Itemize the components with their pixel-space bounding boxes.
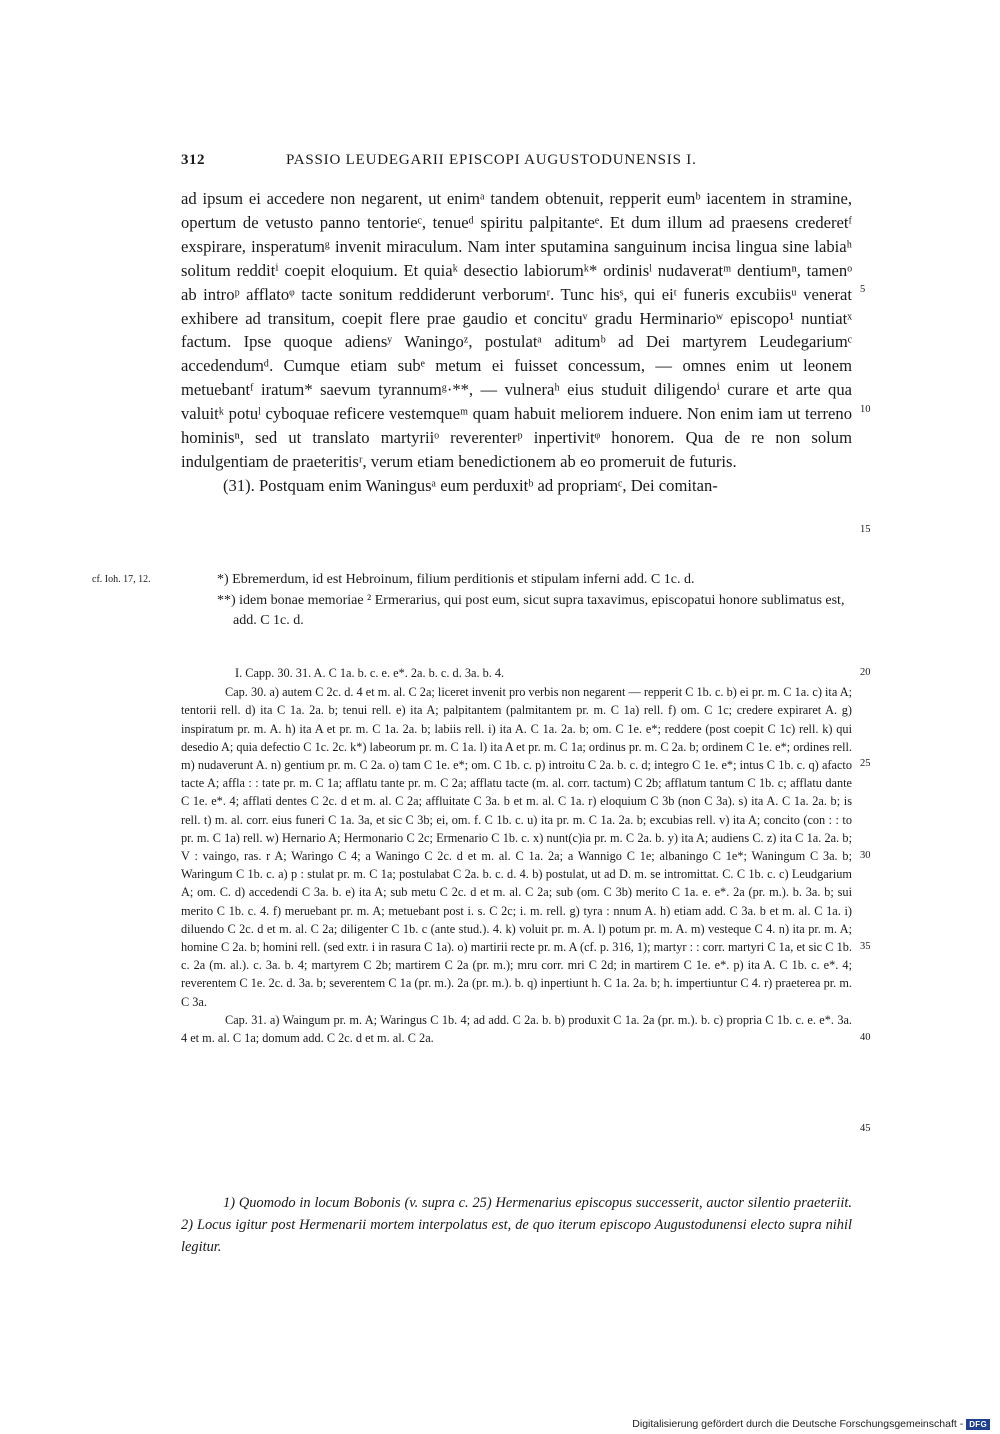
line-number-30: 30 (860, 850, 871, 861)
star-note-1: *) Ebremerdum, id est Hebroinum, filium perditionis et stipulam inferni add. C 1c. d. (217, 572, 695, 587)
digitization-credit (632, 1418, 990, 1430)
line-number-10: 10 (860, 404, 871, 415)
apparatus-heading: I. Capp. 30. 31. A. C 1a. b. c. e. e*. 2a. b. c. d. 3a. b. 4. (235, 666, 505, 680)
margin-reference: cf. Ioh. 17, 12. (92, 574, 151, 585)
apparatus-cap-31: Cap. 31. a) Waingum pr. m. A; Waringus C 1b. 4; ad add. C 2a. b. b) produxit C 1a. 2a (pr. m.). b. c) propria C 1b. c. e. e*. 3a. 4 et m. al. C 1a; domum add. C 2c. d et m. al. C 2a. (181, 1012, 852, 1046)
footnotes: 1) Quomodo in locum Bobonis (v. supra c. 25) Hermenarius episcopus successerit, auctor silentio praeteriit. 2) Locus igitur post Hermenarii mortem interpolatus est, de quo iterum episcopo Augustodunensi electo supra nihil legitur. (181, 1195, 852, 1255)
page-number: 312 (181, 152, 205, 168)
line-number-35: 35 (860, 941, 871, 952)
line-number-15: 15 (860, 524, 871, 535)
main-paragraph-1: ad ipsum ei accedere non negarent, ut enimᵃ tandem obtenuit, repperit eumᵇ iacentem in stramine, opertum de vetusto panno tentorieᶜ, tenueᵈ spiritu palpitanteᵉ. Et dum illum ad praesens crederetᶠ exspirare, insperatumᵍ invenit miraculum. Nam inter sputamina sanguinum incisa lingua sine labiaʰ solitum redditⁱ coepit eloquium. Et quiaᵏ desectio labiorumᵏ* ordinisˡ nudaveratᵐ dentiumⁿ, tamenᵒ ab introᵖ afflatoᵠ tacte sonitum reddiderunt verborumʳ. Tunc hisˢ, qui eiᵗ funeris excubiisᵘ venerat exhibere ad transitum, coepit flere prae gaudio et concituᵛ gradu Herminarioʷ episcopo¹ nuntiatˣ factum. Ipse quoque adiensʸ Waningoᶻ, postulatᵃ aditumᵇ ad Dei martyrem Leudegariumᶜ accedendumᵈ. Cumque etiam subᵉ metum ei fuisset concessum, — omnes enim ut leonem metuebantᶠ iratum* saevum tyrannumᵍ·**, — vulneraʰ eius studuit diligendoⁱ curare et arte qua valuitᵏ potuˡ cyboquae reficere vestemqueᵐ quam habuit meliorem induere. Non enim iam ut terreno hominisⁿ, sed ut translato martyriiᵒ reverenterᵖ inpertivitᵠ honorem. Qua de re non solum indulgentiam de praeteritisʳ, verum etiam benedictionem ab eo promeruit de futuris. (181, 189, 852, 471)
line-number-25: 25 (860, 758, 871, 769)
main-text (181, 187, 852, 498)
star-note-2: **) idem bonae memoriae ² Ermerarius, qui post eum, sicut supra taxavimus, episcopatui honore sublimatus est, add. C 1c. d. (217, 593, 845, 628)
critical-apparatus (181, 664, 852, 1047)
line-number-5: 5 (860, 284, 866, 295)
credit-text: Digitalisierung gefördert durch die Deutsche Forschungsgemeinschaft - (632, 1418, 964, 1430)
line-number-20: 20 (860, 667, 871, 678)
running-title: PASSIO LEUDEGARII EPISCOPI AUGUSTODUNENSIS I. (286, 152, 697, 168)
apparatus-cap-30: Cap. 30. a) autem C 2c. d. 4 et m. al. C 2a; liceret invenit pro verbis non negarent — repperit C 1b. c. b) ei pr. m. C 1a. c) ita A; tentorii rell. d) ita C 1a. 2a. b; tenui rell. e) ita A; palpitantem (palmitantem pr. m. C 1a) rell. f) om. C 1c; credere expiraret A. g) inspiratum pr. m. A. h) ita A et pr. m. C 1a. 2a. b; labiis rell. i) ita A. C 1a. 2a. b; om. C 1e. e*; reddere (post coepit C 1c) rell. k) qui desedio A; quia defectio C 1c. 2c. k*) labeorum pr. m. C 1a. l) ita A et pr. m. C 1a; ordinus pr. m. C 2a. b; ordinem C 1e. e*; ordines rell. m) nudaverunt A. n) gentium pr. m. C 2a. o) tam C 1e. e*; om. C 1b. c. p) introitu C 2a. b. c. d; integro C 1e. e*; intus C 1b. c. q) afacto tacte A; affla : : tate pr. m. C 1a; afflatu tante pr. m. C 2a; afflatu tacte (m. al. corr. tactum) C 2b; afflatum tantum C 1b. c; afflatu dante C 1e. e*. 4; afflati dentes C 2c. d et m. al. C 2a; affluitate C 3a. b et m. al. C 1a. r) eloquium C 3b (non C 3a). s) ita A. C 1a. 2a. b; is rell. t) m. al. corr. eius funeri C 1a. 3a, et sic C 3b; ei, om. f. C 1b. c. u) ita pr. m. C 1a. 2a. b; excubias rell. v) ita A; concito (con : : to pr. m. C 1a) rell. w) Hernario A; Hermonario C 2c; Ermenario C 1b. c. x) nunt(c)ia pr. m. C 2a. b. y) ita A; audiens C. z) ita C 1a. 2a. b; V : vaingo, ras. r A; Waringo C 4; a Waningo C 2c. d et m. al. C 1a. 2a; a Wannigo C 1e; albaningo C 1e*; Waningum C 3a. b; Waringum C 1b. c. a) p : stulat pr. m. C 1a; postulabat C 2a. b. c. d. 4. b) postulat, ut ad D. m. se intromittat. C. C 1b. c. c) Leudgarium A; om. C. d) accedendi C 3a. b. e) ita A; sub metu C 2c. d et m. al. C 2a; sub (om. C 3b) merito C 1a. e. e*. 2a (pr. m.). b. 3a. b; sui merito C 1b. c. 4. f) meruebant pr. m. A; metuebant post i. s. C 2c; i. m. rell. g) tyra : nnum A. h) etiam add. C 3a. b et m. al. C 1a. i) diluendo C 2c. d et m. al. C 2a; diligenter C 1b. c (ante stud.). 4. k) voluit pr. m. A. l) potum pr. m. A. m) vesteque C 4. n) ita pr. m. A; homine C 2a. b; homini rell. (sed extr. i in rasura C 1a). o) martirii recte pr. m. A (cf. p. 316, 1); martyr : : corr. martyri C 1a, et sic C 1b. c. 2a (m. al.). c. 3a. b. 4; martyrem C 2b; martirem C 2a (pr. m.); mru corr. mri C 2d; in martirem C 1e. e*. p) ita A. C 1b. c. e*. 4; reverentem C 1e. 2c. d. 3a. b; severentem C 1a (pr. m.). 2a (pr. m.). b. q) inpertiunt h. C 1a. 2a. b; h. impertiuntur C 4. r) praeterea pr. m. C 3a. (181, 685, 852, 1009)
star-notes (217, 570, 852, 632)
dfg-logo-icon: DFG (966, 1419, 990, 1430)
line-number-45: 45 (860, 1123, 871, 1134)
main-paragraph-2: (31). Postquam enim Waningusᵃ eum perduxitᵇ ad propriamᶜ, Dei comitan- (223, 475, 718, 495)
line-number-40: 40 (860, 1032, 871, 1043)
